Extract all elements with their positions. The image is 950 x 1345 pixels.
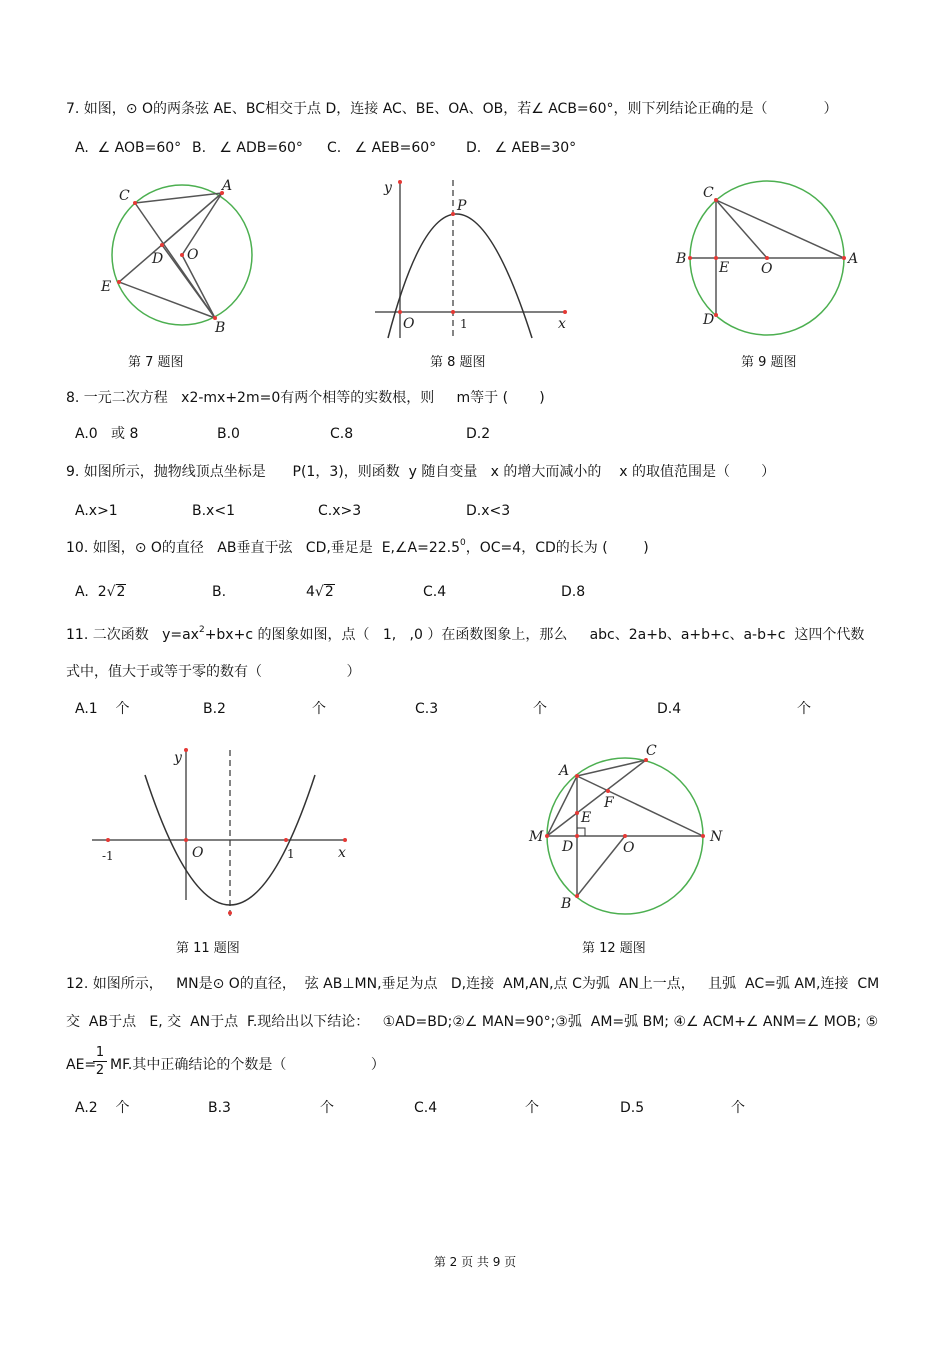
- q8-option-a: A.0 或 8: [75, 426, 139, 442]
- figure-7: [95, 170, 270, 340]
- q11-option-a: A.1 个: [75, 701, 130, 717]
- q12-line3-start: AE=: [66, 1057, 97, 1073]
- q10-option-d: D.8: [561, 584, 586, 600]
- fig8-label-o: O: [403, 316, 415, 332]
- q12-fraction-bar: [93, 1061, 107, 1062]
- fig11-label-x: x: [338, 845, 346, 861]
- fig7-label-o: O: [187, 247, 199, 263]
- q11-line1-part1: 11. 二次函数 y=ax: [66, 627, 199, 643]
- q10-option-a-label: A.: [75, 584, 89, 600]
- fig11-caption: 第 11 题图: [176, 941, 240, 956]
- fig11-label-y: y: [174, 750, 182, 766]
- fig9-segment-ca: [716, 200, 844, 258]
- q7-option-b: B. ∠ ADB=60°: [192, 140, 303, 156]
- q10-option-a-radicand: 2: [116, 584, 126, 600]
- fig8-label-p: P: [457, 198, 467, 214]
- q10-stem-part2: ，OC=4，CD的长为 ( ): [465, 540, 649, 556]
- q10-stem-part1: 10. 如图，⊙ O的直径 AB垂直于弦 CD,垂足是 E,∠A=22.5: [66, 540, 461, 556]
- fig12-label-a: A: [559, 763, 570, 779]
- q10-degree-sup: 0: [460, 538, 466, 548]
- q12-fraction: [93, 1045, 107, 1078]
- fig9-segment-co: [716, 200, 767, 258]
- fig8-label-x: x: [558, 316, 566, 332]
- q11-line1: [66, 626, 864, 646]
- q11-option-b: B.2: [203, 701, 226, 717]
- fig9-label-c: C: [703, 185, 714, 201]
- q12-option-b-unit: 个: [320, 1100, 334, 1116]
- figure-8: [370, 170, 580, 340]
- q10-stem: [66, 539, 649, 559]
- fig11-label-o: O: [192, 845, 204, 861]
- q11-option-d-unit: 个: [797, 701, 811, 717]
- fig7-label-b: B: [215, 320, 226, 336]
- q7-option-a: A. ∠ AOB=60°: [75, 140, 182, 156]
- q12-option-c: C.4: [414, 1100, 438, 1116]
- q12-line1: 12. 如图所示， MN是⊙ O的直径， 弦 AB⊥MN,垂足为点 D,连接 AM,AN,点 C为弧 AN上一点， 且弧 AC=弧 AM,连接 CM: [66, 976, 880, 992]
- fig12-caption: 第 12 题图: [582, 941, 646, 956]
- q9-option-b: B.x<1: [192, 503, 235, 519]
- q9-option-d: D.x<3: [466, 503, 511, 519]
- radical-icon: √: [314, 584, 324, 600]
- q11-option-c: C.3: [415, 701, 439, 717]
- q10-option-b-value: [306, 583, 335, 601]
- fig7-label-d: D: [152, 251, 164, 267]
- q8-option-b: B.0: [217, 426, 240, 442]
- fig12-label-o: O: [623, 840, 635, 856]
- q11-square-sup: 2: [198, 625, 205, 635]
- q7-option-d: D. ∠ AEB=30°: [466, 140, 577, 156]
- fig7-caption: 第 7 题图: [128, 355, 184, 370]
- q12-option-b: B.3: [208, 1100, 231, 1116]
- fig12-label-f: F: [604, 795, 614, 811]
- q12-option-d-unit: 个: [731, 1100, 745, 1116]
- fig7-label-c: C: [119, 188, 130, 204]
- fig8-label-y: y: [384, 180, 392, 196]
- fig12-segment-am: [547, 776, 577, 836]
- q9-stem: 9. 如图所示，抛物线顶点坐标是 P(1，3)，则函数 y 随自变量 x 的增大而减小的 x 的取值范围是（ ）: [66, 464, 776, 480]
- fig9-caption: 第 9 题图: [741, 355, 797, 370]
- q10-option-a: [75, 583, 126, 601]
- fig7-chord-cb: [135, 203, 215, 318]
- fig8-caption: 第 8 题图: [430, 355, 486, 370]
- fig11-label-one: 1: [287, 847, 295, 861]
- q12-option-a: A.2 个: [75, 1100, 130, 1116]
- q12-line3-end: MF.其中正确结论的个数是（ ）: [110, 1057, 385, 1073]
- q9-option-a: A.x>1: [75, 503, 118, 519]
- fig9-label-d: D: [703, 312, 715, 328]
- q12-line2: 交 AB于点 E, 交 AN于点 F.现给出以下结论： ①AD=BD;②∠ MAN=90°;③弧 AM=弧 BM; ④∠ ACM+∠ ANM=∠ MOB; ⑤: [66, 1014, 879, 1030]
- fig9-label-e: E: [719, 260, 730, 276]
- q7-stem: 7. 如图，⊙ O的两条弦 AE、BC相交于点 D，连接 AC、BE、OA、OB，若∠ ACB=60°，则下列结论正确的是（ ）: [66, 101, 838, 117]
- q11-line1-part2: +bx+c 的图象如图，点（ 1, ,0 ）在函数图象上，那么 abc、2a+b、a+b+c、a-b+c 这四个代数: [204, 627, 865, 643]
- fig9-label-b: B: [676, 251, 687, 267]
- q12-option-d: D.5: [620, 1100, 645, 1116]
- q11-option-c-unit: 个: [533, 701, 547, 717]
- q11-option-d: D.4: [657, 701, 682, 717]
- fig9-label-a: A: [848, 251, 859, 267]
- figure-9: [670, 172, 870, 337]
- q12-option-c-unit: 个: [525, 1100, 539, 1116]
- q8-option-c: C.8: [330, 426, 354, 442]
- fig9-label-o: O: [761, 261, 773, 277]
- fig8-label-one: 1: [460, 317, 468, 331]
- page-footer: 第 2 页 共 9 页: [433, 1255, 517, 1269]
- q11-option-b-unit: 个: [312, 701, 326, 717]
- fig12-label-b: B: [561, 896, 572, 912]
- q12-fraction-denominator: 2: [95, 1063, 105, 1078]
- q10-option-b-coef: 4: [306, 584, 315, 600]
- fig12-segment-bo: [577, 836, 625, 896]
- figure-11: [90, 745, 355, 925]
- fig7-chords: [119, 193, 222, 318]
- fig12-label-n: N: [710, 829, 723, 845]
- q11-line2: 式中，值大于或等于零的数有（ ）: [66, 664, 361, 680]
- fig11-label-neg1: -1: [102, 849, 114, 863]
- q7-option-c: C. ∠ AEB=60°: [327, 140, 437, 156]
- q8-stem: 8. 一元二次方程 x2-mx+2m=0有两个相等的实数根，则 m等于 ( ): [66, 390, 545, 406]
- q10-option-b-radicand: 2: [324, 584, 334, 600]
- fig12-label-c: C: [646, 743, 657, 759]
- q10-option-a-coef: 2: [97, 584, 107, 600]
- fig12-label-m: M: [529, 829, 544, 845]
- figure-12: [525, 738, 735, 918]
- radical-icon: √: [106, 584, 116, 600]
- fig12-label-e: E: [581, 810, 592, 826]
- q12-fraction-numerator: 1: [95, 1045, 105, 1060]
- fig12-label-d: D: [562, 839, 574, 855]
- fig7-label-e: E: [101, 279, 112, 295]
- fig7-label-a: A: [222, 178, 233, 194]
- q8-option-d: D.2: [466, 426, 491, 442]
- q10-option-c: C.4: [423, 584, 447, 600]
- q9-option-c: C.x>3: [318, 503, 362, 519]
- q10-option-b: B.: [212, 584, 227, 600]
